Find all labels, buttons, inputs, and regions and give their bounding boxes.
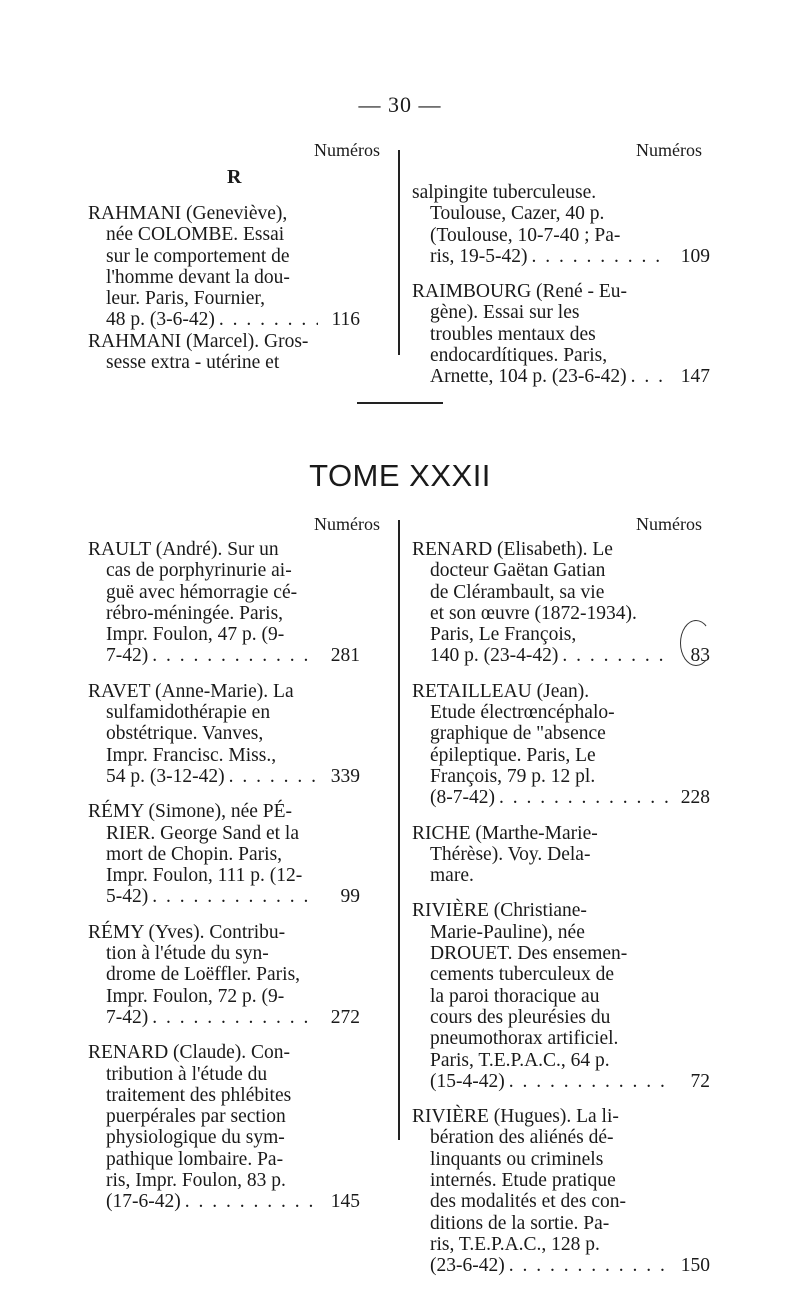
- entry-line: [88, 1170, 360, 1191]
- entry-line-text: RAIMBOURG (René - Eu-: [412, 281, 628, 303]
- entry-line: [412, 225, 710, 246]
- entry-line-text: ris, Impr. Foulon, 83 p.: [106, 1170, 286, 1192]
- numeros-header-bottom-right: Numéros: [636, 514, 702, 534]
- entry-line-text: (17-6-42): [106, 1191, 181, 1213]
- entry-line: [412, 1050, 710, 1071]
- entry-line: [88, 1007, 360, 1028]
- entry-line-text: et son œuvre (1872-1934).: [430, 602, 637, 624]
- bibliography-entry: [88, 1042, 360, 1212]
- entry-line: [412, 182, 710, 203]
- entry-line: [88, 1064, 360, 1085]
- bibliography-entry: [412, 539, 710, 667]
- entry-line-text: la paroi thoracique au: [430, 985, 600, 1007]
- dot-leader: [509, 1255, 668, 1276]
- entry-line: [88, 224, 360, 245]
- dot-leader: [531, 246, 668, 267]
- entry-line: [412, 560, 710, 581]
- entry-line-text: cas de porphyrinurie ai-: [106, 560, 292, 582]
- entry-line-text: Etude électrœncéphalo-: [430, 702, 615, 724]
- bibliography-entry: [88, 681, 360, 787]
- entry-line-text: François, 79 p. 12 pl.: [430, 765, 596, 787]
- entry-line-text: internés. Etude pratique: [430, 1170, 616, 1192]
- entry-line-text: ris, 19-5-42): [430, 245, 528, 267]
- entry-line-text: linquants ou criminels: [430, 1148, 604, 1170]
- entry-line: [88, 352, 360, 373]
- entry-number: 272: [330, 1006, 360, 1028]
- entry-line: [88, 943, 360, 964]
- entry-line-text: docteur Gaëtan Gatian: [430, 560, 606, 582]
- entry-line: [88, 1106, 360, 1127]
- entry-line: [88, 886, 360, 907]
- entry-line: [412, 302, 710, 323]
- entry-line: [88, 1127, 360, 1148]
- entry-line: [88, 309, 360, 330]
- bibliography-entry: [88, 539, 360, 667]
- bottom-left-entries: [88, 539, 360, 1213]
- entry-line: [412, 281, 710, 302]
- dot-leader: [152, 886, 318, 907]
- entry-number: 281: [330, 645, 360, 667]
- entry-line: [88, 681, 360, 702]
- entry-line: [88, 823, 360, 844]
- dot-leader: [562, 645, 668, 666]
- entry-line: [412, 1234, 710, 1255]
- entry-line: [412, 1007, 710, 1028]
- entry-line-text: guë avec hémorragie cé-: [106, 581, 298, 603]
- entry-line-text: l'homme devant la dou-: [106, 266, 290, 288]
- entry-line-text: RIER. George Sand et la: [106, 822, 299, 844]
- entry-line-text: (8-7-42): [430, 787, 495, 809]
- bibliography-entry: [412, 182, 710, 267]
- entry-line: [88, 844, 360, 865]
- entry-line-text: obstétrique. Vanves,: [106, 723, 264, 745]
- entry-line: [412, 1170, 710, 1191]
- entry-line-text: RICHE (Marthe-Marie-: [412, 822, 598, 844]
- dot-leader: [229, 766, 318, 787]
- entry-line: [412, 1213, 710, 1234]
- entry-line-text: née COLOMBE. Essai: [106, 224, 285, 246]
- entry-line: [88, 865, 360, 886]
- entry-line: [88, 1149, 360, 1170]
- entry-line-text: RAHMANI (Marcel). Gros-: [88, 330, 309, 352]
- entry-line-text: 7-42): [106, 1006, 149, 1028]
- entry-line-text: gène). Essai sur les: [430, 302, 580, 324]
- dot-leader: [152, 1007, 318, 1028]
- entry-line: [88, 801, 360, 822]
- entry-line-text: pathique lombaire. Pa-: [106, 1148, 284, 1170]
- entry-line-text: des modalités et des con-: [430, 1191, 627, 1213]
- bibliography-entry: [88, 331, 360, 374]
- entry-line: [88, 986, 360, 1007]
- dot-leader: [509, 1071, 668, 1092]
- entry-line: [412, 1149, 710, 1170]
- entry-line-text: cours des pleurésies du: [430, 1006, 611, 1028]
- entry-number: 99: [340, 886, 360, 908]
- entry-line-text: pneumothorax artificiel.: [430, 1028, 619, 1050]
- entry-line-text: 140 p. (23-4-42): [430, 645, 559, 667]
- entry-line: [412, 582, 710, 603]
- entry-line-text: de Clérambault, sa vie: [430, 581, 605, 603]
- entry-line: [412, 681, 710, 702]
- entry-line: [412, 246, 710, 267]
- entry-line: [88, 645, 360, 666]
- entry-line-text: leur. Paris, Fournier,: [106, 288, 265, 310]
- entry-line-text: RENARD (Claude). Con-: [88, 1042, 291, 1064]
- dot-leader: [499, 787, 668, 808]
- entry-line-text: Paris, Le François,: [430, 624, 577, 646]
- entry-line-text: endocardítiques. Paris,: [430, 345, 608, 367]
- entry-line-text: ris, T.E.P.A.C., 128 p.: [430, 1233, 600, 1255]
- entry-line: [412, 865, 710, 886]
- entry-line: [88, 922, 360, 943]
- entry-line-text: Paris, T.E.P.A.C., 64 p.: [430, 1049, 610, 1071]
- numeros-header-bottom-left: Numéros: [314, 514, 380, 534]
- entry-line-text: (15-4-42): [430, 1070, 505, 1092]
- entry-line-text: Impr. Francisc. Miss.,: [106, 744, 277, 766]
- entry-line-text: Arnette, 104 p. (23-6-42): [430, 366, 627, 388]
- entry-line-text: RAVET (Anne-Marie). La: [88, 680, 294, 702]
- entry-line: [88, 1191, 360, 1212]
- entry-line: [412, 844, 710, 865]
- entry-line: [412, 345, 710, 366]
- entry-line: [412, 900, 710, 921]
- entry-number: 72: [690, 1070, 710, 1092]
- entry-line-text: Thérèse). Voy. Dela-: [430, 843, 591, 865]
- entry-number: 150: [680, 1255, 710, 1277]
- entry-line-text: Impr. Foulon, 47 p. (9-: [106, 624, 285, 646]
- entry-line: [88, 702, 360, 723]
- bibliography-entry: [412, 1106, 710, 1276]
- entry-line: [412, 624, 710, 645]
- entry-line-text: épileptique. Paris, Le: [430, 744, 596, 766]
- section-separator-rule: [357, 402, 443, 404]
- entry-line-text: sesse extra - utérine et: [106, 352, 280, 374]
- entry-line-text: salpingite tuberculeuse.: [412, 182, 597, 203]
- entry-line: [412, 823, 710, 844]
- entry-line: [412, 766, 710, 787]
- entry-line: [88, 331, 360, 352]
- entry-line: [88, 267, 360, 288]
- entry-line-text: bération des aliénés dé-: [430, 1127, 614, 1149]
- column-divider-bottom: [398, 520, 400, 1140]
- bibliography-entry: [412, 823, 710, 887]
- entry-line: [412, 1071, 710, 1092]
- entry-line: [88, 745, 360, 766]
- entry-line-text: physiologique du sym-: [106, 1127, 285, 1149]
- entry-line: [412, 203, 710, 224]
- dot-leader: [185, 1191, 318, 1212]
- entry-line-text: Marie-Pauline), née: [430, 921, 585, 943]
- bottom-right-entries: [412, 539, 710, 1277]
- entry-line-text: (23-6-42): [430, 1255, 505, 1277]
- entry-number: 339: [330, 765, 360, 787]
- dot-leader: [152, 645, 318, 666]
- entry-line-text: RETAILLEAU (Jean).: [412, 680, 590, 702]
- entry-line: [412, 787, 710, 808]
- entry-line: [412, 922, 710, 943]
- entry-line: [88, 723, 360, 744]
- entry-line-text: RÉMY (Yves). Contribu-: [88, 921, 286, 943]
- entry-line: [412, 1255, 710, 1276]
- entry-line-text: 54 p. (3-12-42): [106, 765, 225, 787]
- dot-leader: [631, 366, 668, 387]
- entry-line: [412, 539, 710, 560]
- entry-line: [88, 624, 360, 645]
- entry-line: [88, 964, 360, 985]
- top-left-entries: [88, 203, 360, 373]
- tome-title: TOME XXXII: [309, 458, 491, 493]
- entry-number: 147: [680, 366, 710, 388]
- entry-line: [412, 366, 710, 387]
- entry-line: [412, 1191, 710, 1212]
- entry-line-text: RAULT (André). Sur un: [88, 539, 279, 560]
- bibliography-entry: [412, 900, 710, 1092]
- entry-number: 83: [690, 645, 710, 667]
- entry-line-text: sur le comportement de: [106, 245, 290, 267]
- entry-line-text: puerpérales par section: [106, 1106, 286, 1128]
- entry-number: 145: [330, 1191, 360, 1213]
- entry-number: 228: [680, 787, 710, 809]
- entry-line-text: 5-42): [106, 886, 149, 908]
- entry-line-text: RIVIÈRE (Christiane-: [412, 900, 587, 922]
- entry-line: [412, 723, 710, 744]
- entry-line: [88, 288, 360, 309]
- entry-line: [412, 1106, 710, 1127]
- entry-line-text: 7-42): [106, 645, 149, 667]
- entry-line-text: 48 p. (3-6-42): [106, 309, 215, 331]
- column-divider-top: [398, 150, 400, 355]
- entry-line-text: cements tuberculeux de: [430, 964, 615, 986]
- section-letter: R: [227, 166, 242, 188]
- entry-line: [412, 986, 710, 1007]
- entry-line-text: ditions de la sortie. Pa-: [430, 1212, 610, 1234]
- entry-line-text: RÉMY (Simone), née PÉ-: [88, 801, 292, 823]
- entry-line-text: RIVIÈRE (Hugues). La li-: [412, 1106, 619, 1128]
- entry-line: [88, 766, 360, 787]
- page-number: — 30 —: [358, 92, 442, 117]
- numeros-header-top-left: Numéros: [314, 140, 380, 160]
- entry-line-text: mare.: [430, 865, 474, 887]
- entry-line: [88, 1085, 360, 1106]
- entry-line-text: traitement des phlébites: [106, 1084, 292, 1106]
- entry-line: [412, 943, 710, 964]
- entry-line: [412, 603, 710, 624]
- entry-line-text: tribution à l'étude du: [106, 1063, 268, 1085]
- bibliography-entry: [412, 281, 710, 387]
- entry-line-text: Impr. Foulon, 111 p. (12-: [106, 865, 303, 887]
- dot-leader: [219, 309, 318, 330]
- entry-line: [88, 246, 360, 267]
- bibliography-entry: [88, 922, 360, 1028]
- entry-line: [88, 539, 360, 560]
- entry-line-text: tion à l'étude du syn-: [106, 943, 269, 965]
- entry-line: [412, 645, 710, 666]
- entry-line: [88, 582, 360, 603]
- entry-line: [412, 1028, 710, 1049]
- entry-line-text: sulfamidothérapie en: [106, 702, 271, 724]
- entry-line: [412, 1127, 710, 1148]
- entry-line-text: mort de Chopin. Paris,: [106, 843, 283, 865]
- entry-line-text: drome de Loëffler. Paris,: [106, 964, 301, 986]
- entry-line: [412, 745, 710, 766]
- entry-line-text: Impr. Foulon, 72 p. (9-: [106, 985, 285, 1007]
- numeros-header-top-right: Numéros: [636, 140, 702, 160]
- entry-line: [88, 1042, 360, 1063]
- entry-line: [88, 560, 360, 581]
- entry-line: [412, 964, 710, 985]
- entry-number: 109: [680, 245, 710, 267]
- entry-line-text: RAHMANI (Geneviève),: [88, 203, 288, 224]
- entry-line: [88, 603, 360, 624]
- entry-line-text: Toulouse, Cazer, 40 p.: [430, 203, 605, 225]
- entry-line: [88, 203, 360, 224]
- entry-line-text: graphique de "absence: [430, 723, 606, 745]
- entry-line: [412, 324, 710, 345]
- entry-line: [412, 702, 710, 723]
- entry-line-text: RENARD (Elisabeth). Le: [412, 539, 613, 560]
- margin-pencil-circle: [680, 620, 712, 666]
- bibliography-entry: [88, 203, 360, 331]
- entry-line-text: (Toulouse, 10-7-40 ; Pa-: [430, 224, 621, 246]
- entry-line-text: troubles mentaux des: [430, 323, 596, 345]
- entry-number: 116: [331, 309, 360, 331]
- bibliography-entry: [412, 681, 710, 809]
- top-right-entries: [412, 182, 710, 388]
- entry-line-text: rébro-méningée. Paris,: [106, 602, 284, 624]
- bibliography-entry: [88, 801, 360, 907]
- entry-line-text: DROUET. Des ensemen-: [430, 943, 628, 965]
